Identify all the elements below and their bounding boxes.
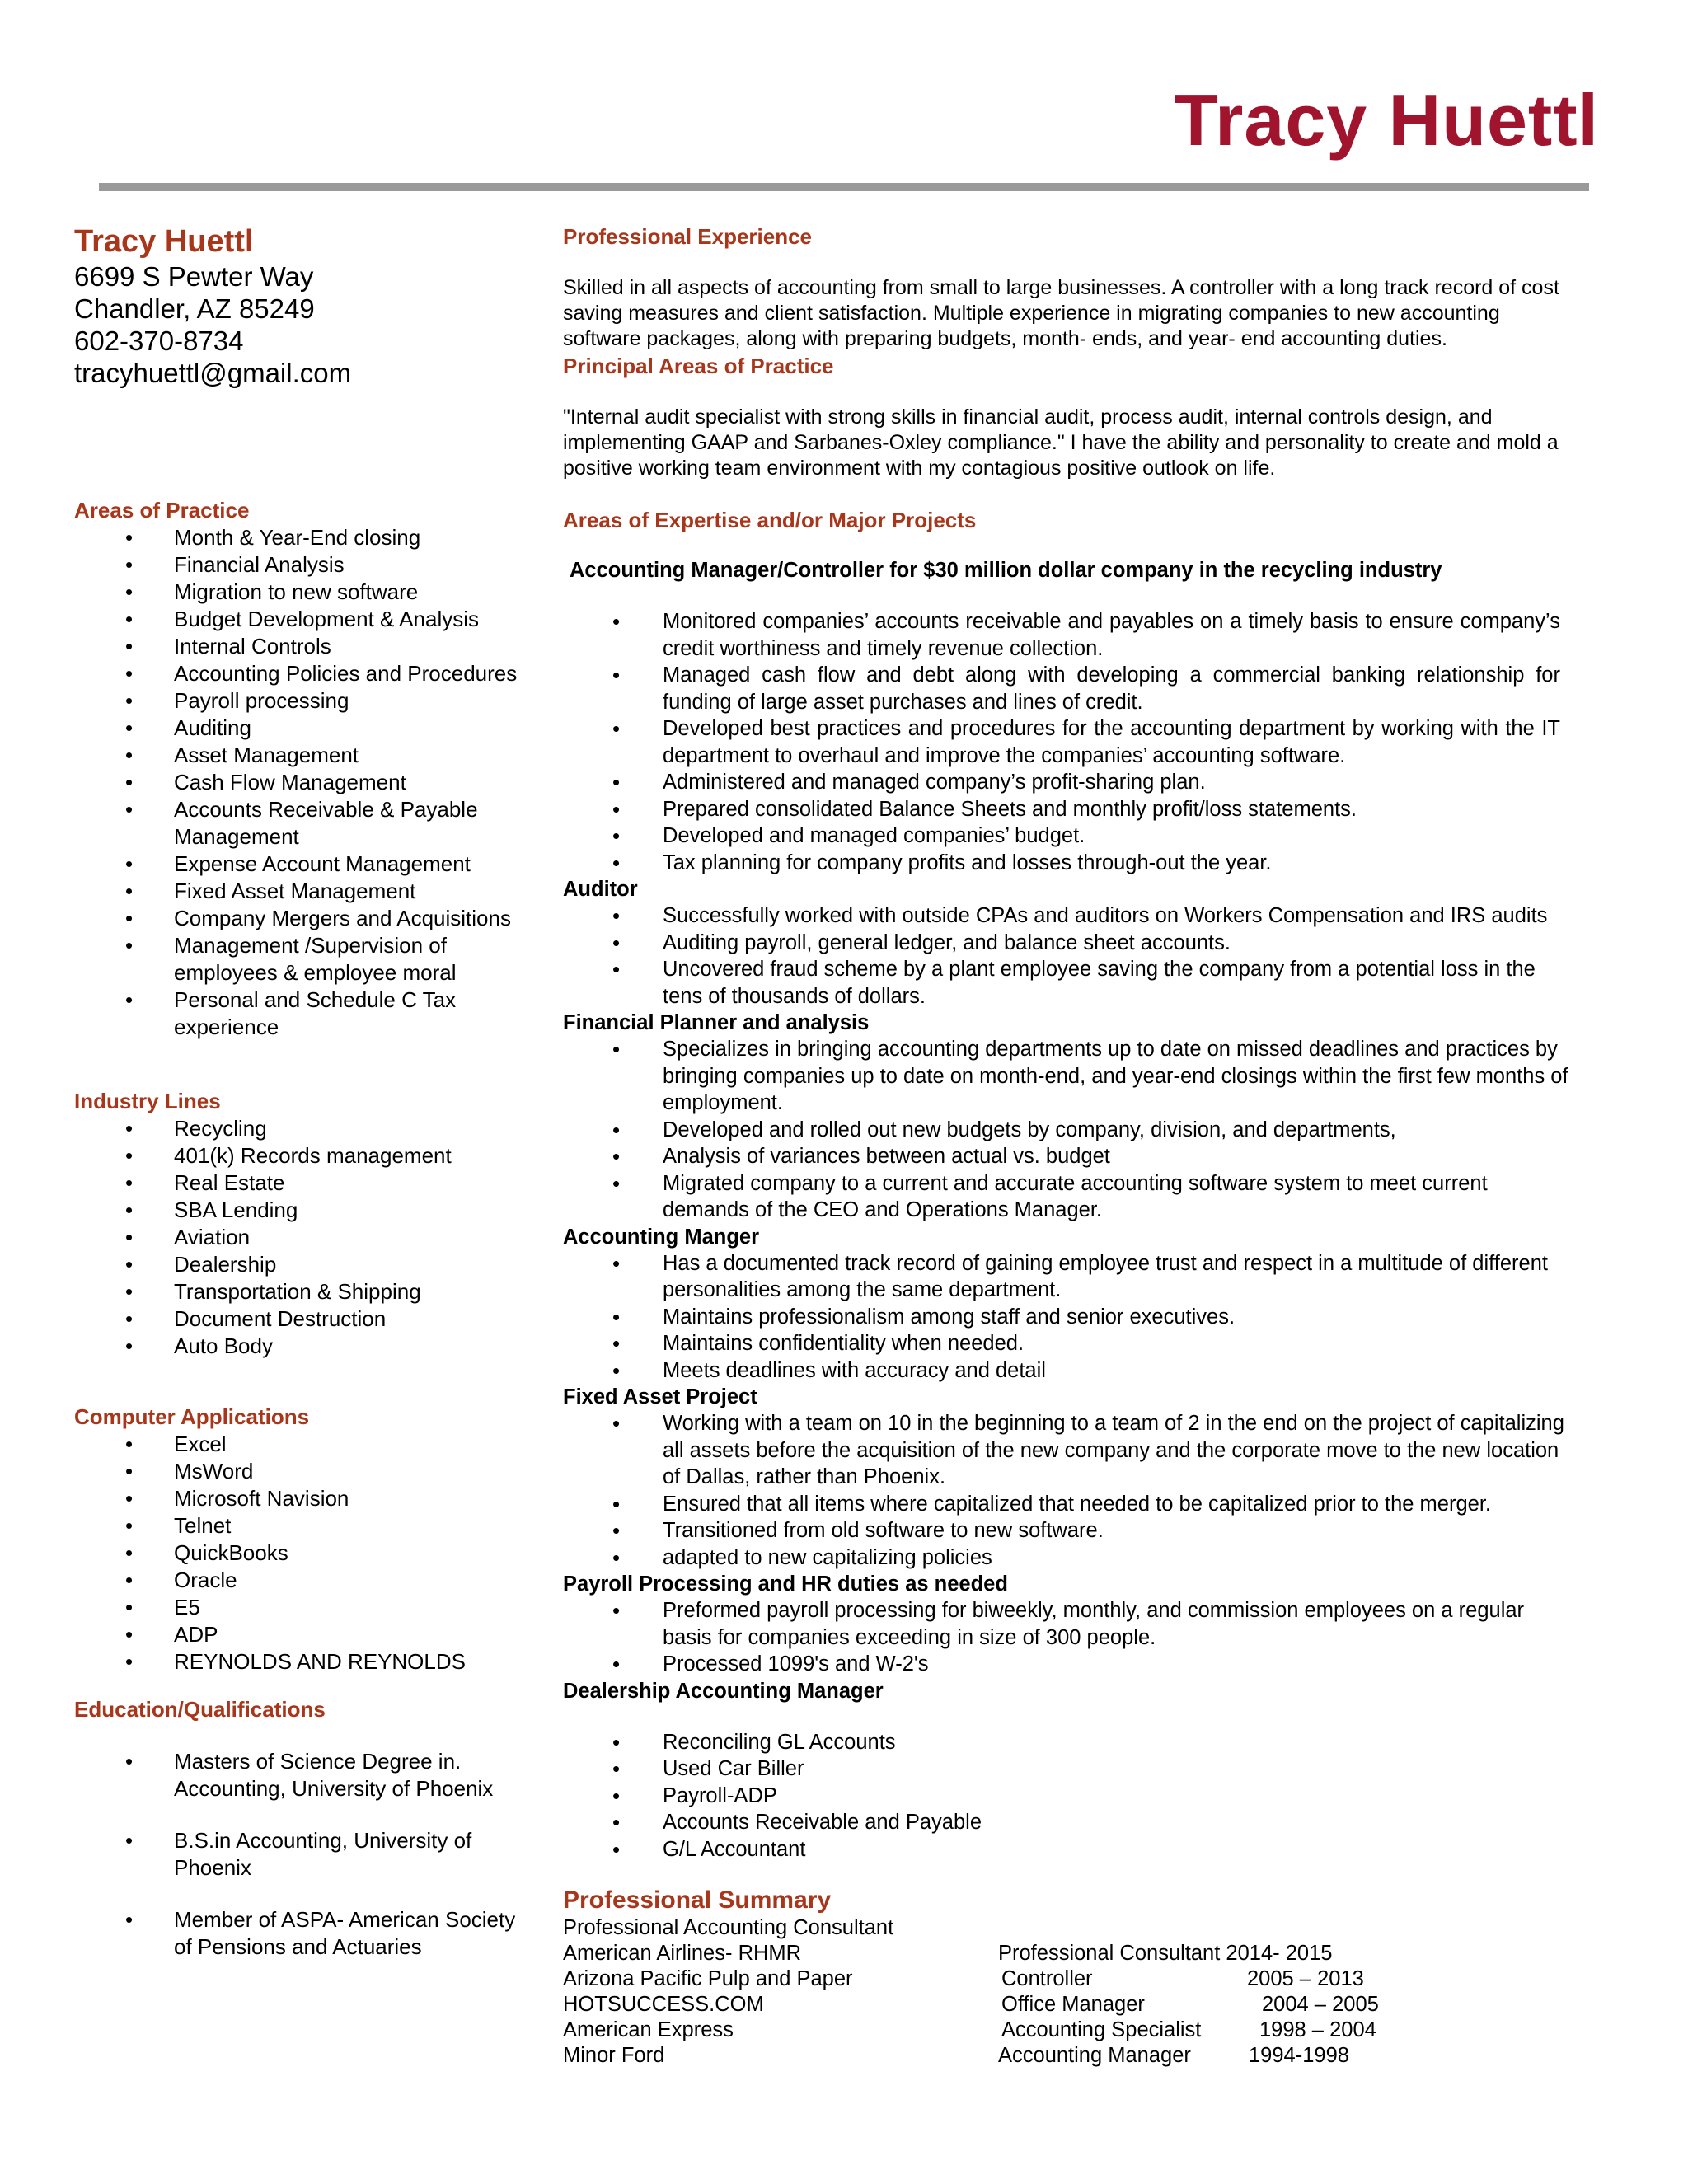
- bullet-icon: •: [612, 1357, 621, 1383]
- expertise-item-text: Maintains professionalism among staff and senior executives.: [663, 1305, 1236, 1329]
- industry-lines-item-text: Transportation & Shipping: [174, 1279, 421, 1304]
- bullet-icon: •: [612, 1491, 621, 1516]
- summary-years: 1994-1998: [1249, 2044, 1349, 2067]
- bullet-icon: •: [612, 609, 621, 634]
- bullet-icon: •: [612, 1117, 621, 1142]
- computer-applications-item: [74, 1485, 519, 1512]
- industry-lines-title: Industry Lines: [74, 1089, 221, 1113]
- expertise-item-text: G/L Accountant: [663, 1837, 806, 1861]
- summary-role: Accounting Manager: [998, 2044, 1191, 2067]
- areas-of-practice-item-text: Fixed Asset Management: [174, 879, 416, 903]
- areas-of-practice-item-text: Payroll processing: [174, 688, 349, 713]
- expertise-group-list: [563, 1250, 1577, 1385]
- expertise-item-text: Managed cash flow and debt along with developing a commercial banking relationship for funding of large asset purchases and lines of credit.: [663, 663, 1560, 714]
- bullet-icon: •: [612, 663, 621, 687]
- industry-lines-item-text: Aviation: [174, 1225, 251, 1249]
- expertise-group-heading: Financial Planner and analysis: [563, 1011, 870, 1034]
- contact-email: tracyhuettl@gmail.com: [74, 358, 352, 388]
- computer-applications-item-text: E5: [174, 1595, 200, 1619]
- expertise-item: [563, 1809, 1577, 1836]
- areas-of-practice-item: [74, 579, 519, 606]
- summary-company: American Airlines- RHMR: [563, 1942, 802, 1965]
- summary-years: 2004 – 2005: [1262, 1993, 1379, 2016]
- expertise-item-text: Ensured that all items where capitalized that needed to be capitalized prior to the merger.: [663, 1492, 1491, 1516]
- bullet-icon: •: [125, 743, 134, 767]
- summary-row: [563, 2043, 1577, 2069]
- bullet-icon: •: [125, 715, 134, 740]
- expertise-item: [563, 1117, 1577, 1144]
- bullet-icon: •: [612, 1518, 621, 1543]
- expertise-item-text: Auditing payroll, general ledger, and balance sheet accounts.: [663, 930, 1231, 954]
- computer-applications-item: [74, 1648, 519, 1675]
- computer-applications-item: [74, 1567, 519, 1594]
- areas-of-practice-item: [74, 932, 519, 987]
- expertise-item: [563, 930, 1577, 957]
- contact-block: [74, 223, 519, 389]
- bullet-icon: •: [125, 1116, 134, 1141]
- professional-experience-text: Skilled in all aspects of accounting from small to large businesses. A controller with a long track record of cost saving measures and client satisfaction. Multiple experience in migrating companies to new accounting software packages, along with preparing budgets, month- ends, and year- end accounting duties.: [563, 276, 1559, 350]
- computer-applications-item-text: Telnet: [174, 1513, 232, 1538]
- bullet-icon: •: [125, 1432, 134, 1456]
- bullet-icon: •: [612, 1331, 621, 1356]
- expertise-item: [563, 1491, 1577, 1518]
- expertise-item-text: Migrated company to a current and accurate accounting software system to meet current demands of the CEO and Operations Manager.: [663, 1171, 1488, 1221]
- expertise-item: [563, 1836, 1577, 1863]
- summary-company: HOTSUCCESS.COM: [563, 1993, 764, 2016]
- bullet-icon: •: [125, 1649, 134, 1674]
- industry-lines-item: [74, 1197, 519, 1224]
- areas-of-practice-item-text: Expense Account Management: [174, 851, 471, 876]
- bullet-icon: •: [125, 770, 134, 794]
- areas-of-practice-item: [74, 687, 519, 715]
- computer-applications-item: [74, 1621, 519, 1648]
- bullet-icon: •: [125, 525, 134, 550]
- expertise-group-list: [563, 1410, 1577, 1571]
- summary-role: Professional Consultant 2014- 2015: [998, 1942, 1333, 1965]
- bullet-icon: •: [612, 1783, 621, 1808]
- bullet-icon: •: [125, 607, 134, 631]
- bullet-icon: •: [612, 850, 621, 875]
- bullet-icon: •: [125, 1622, 134, 1647]
- industry-lines-item: [74, 1115, 519, 1142]
- summary-row: [563, 2018, 1577, 2043]
- computer-applications-item: [74, 1458, 519, 1485]
- areas-of-practice-item-text: Budget Development & Analysis: [174, 607, 479, 631]
- industry-lines-item: [74, 1251, 519, 1278]
- principal-areas-text: "Internal audit specialist with strong skills in financial audit, process audit, internal controls design, and implementing GAAP and Sarbanes-Oxley compliance." I have the ability and personality to create and mold a positive working team environment with my contagious positive outlook on life.: [563, 405, 1559, 480]
- bullet-icon: •: [125, 661, 134, 686]
- bullet-icon: •: [125, 1197, 134, 1222]
- areas-of-practice-item: [74, 851, 519, 878]
- bullet-icon: •: [612, 716, 621, 741]
- expertise-item-text: Successfully worked with outside CPAs and auditors on Workers Compensation and IRS audits: [663, 904, 1548, 927]
- computer-applications-item-text: Microsoft Navision: [174, 1486, 349, 1511]
- computer-applications-item-text: Oracle: [174, 1568, 237, 1592]
- expertise-item-text: Processed 1099's and W-2's: [663, 1652, 929, 1675]
- left-column: [74, 223, 519, 1961]
- bullet-icon: •: [612, 1411, 621, 1436]
- bullet-icon: •: [125, 1306, 134, 1331]
- computer-applications-item-text: REYNOLDS AND REYNOLDS: [174, 1649, 466, 1674]
- bullet-icon: •: [612, 1304, 621, 1329]
- spacer: [74, 1360, 519, 1403]
- expertise-item-text: Prepared consolidated Balance Sheets and monthly profit/loss statements.: [663, 797, 1357, 821]
- areas-of-practice-item-text: Cash Flow Management: [174, 770, 406, 794]
- bullet-icon: •: [125, 1907, 134, 1932]
- expertise-item: [563, 1544, 1577, 1572]
- expertise-item-text: Has a documented track record of gaining employee trust and respect in a multitude of different personalities among the same department.: [663, 1251, 1548, 1301]
- computer-applications-item: [74, 1512, 519, 1540]
- expertise-item: [563, 1597, 1577, 1651]
- expertise-item: [563, 1036, 1577, 1117]
- expertise-group-heading: Accounting Manger: [563, 1225, 760, 1249]
- expertise-item: [563, 1170, 1577, 1224]
- summary-years: 1998 – 2004: [1259, 2018, 1376, 2041]
- bullet-icon: •: [612, 930, 621, 955]
- expertise-item-text: Tax planning for company profits and losses through-out the year.: [663, 851, 1272, 874]
- industry-lines-item-text: Recycling: [174, 1116, 267, 1141]
- bullet-icon: •: [125, 906, 134, 930]
- expertise-item: [563, 1755, 1577, 1783]
- areas-of-practice-item: [74, 742, 519, 769]
- computer-applications-item: [74, 1540, 519, 1567]
- expertise-item-text: Meets deadlines with accuracy and detail: [663, 1358, 1046, 1382]
- areas-of-practice-list: [74, 524, 519, 1041]
- bullet-icon: •: [125, 1170, 134, 1195]
- areas-of-practice-item-text: Financial Analysis: [174, 552, 345, 577]
- spacer: [74, 389, 519, 496]
- areas-of-practice-item-text: Personal and Schedule C Tax experience: [174, 987, 457, 1039]
- education-item: [74, 1748, 519, 1802]
- professional-experience-title: Professional Experience: [563, 224, 813, 249]
- bullet-icon: •: [612, 1144, 621, 1169]
- industry-lines-list: [74, 1115, 519, 1360]
- expertise-group-heading: Accounting Manager/Controller for $30 million dollar company in the recycling industry: [570, 559, 1442, 582]
- bullet-icon: •: [125, 579, 134, 604]
- contact-address-line2: Chandler, AZ 85249: [74, 293, 315, 324]
- bullet-icon: •: [125, 1828, 134, 1853]
- expertise-group-list: [563, 1729, 1577, 1863]
- industry-lines-item-text: 401(k) Records management: [174, 1143, 452, 1168]
- expertise-item-text: Accounts Receivable and Payable: [663, 1811, 982, 1834]
- education-item: [74, 1827, 519, 1882]
- computer-applications-item-text: ADP: [174, 1622, 218, 1647]
- education-list: [74, 1748, 519, 1961]
- bullet-icon: •: [125, 1568, 134, 1592]
- bullet-icon: •: [125, 1459, 134, 1483]
- computer-applications-title: Computer Applications: [74, 1404, 310, 1429]
- summary-role: Accounting Specialist: [1001, 2018, 1202, 2041]
- expertise-group-list: [563, 608, 1577, 876]
- spacer: [74, 1675, 519, 1695]
- expertise-item-text: Specializes in bringing accounting departments up to date on missed deadlines and practices by bringing companies up to date on month-end, and year-end closings within the first few months of employment.: [663, 1038, 1568, 1114]
- computer-applications-item: [74, 1431, 519, 1458]
- industry-lines-item: [74, 1142, 519, 1169]
- expertise-item: [563, 715, 1577, 769]
- computer-applications-item-text: Excel: [174, 1432, 227, 1456]
- expertise-title: Areas of Expertise and/or Major Projects: [563, 508, 977, 532]
- areas-of-practice-item-text: Internal Controls: [174, 634, 331, 658]
- bullet-icon: •: [612, 770, 621, 794]
- expertise-item: [563, 608, 1577, 662]
- areas-of-practice-item-text: Month & Year-End closing: [174, 525, 421, 550]
- bullet-icon: •: [125, 1540, 134, 1565]
- industry-lines-item-text: Document Destruction: [174, 1306, 387, 1331]
- expertise-item: [563, 796, 1577, 823]
- computer-applications-item-text: MsWord: [174, 1459, 254, 1483]
- bullet-icon: •: [125, 851, 134, 876]
- bullet-icon: •: [125, 987, 134, 1012]
- expertise-group-heading: Dealership Accounting Manager: [563, 1679, 884, 1703]
- bullet-icon: •: [612, 1250, 621, 1276]
- expertise-item: [563, 1330, 1577, 1357]
- industry-lines-item: [74, 1224, 519, 1251]
- areas-of-practice-item: [74, 878, 519, 905]
- bullet-icon: •: [125, 1225, 134, 1249]
- expertise-item: [563, 769, 1577, 796]
- areas-of-practice-item: [74, 524, 519, 551]
- expertise-item: [563, 1357, 1577, 1385]
- contact-address-line1: 6699 S Pewter Way: [74, 261, 314, 292]
- expertise-group-heading: Auditor: [563, 878, 638, 901]
- summary-first-line: Professional Accounting Consultant: [563, 1916, 894, 1939]
- expertise-item-text: Transitioned from old software to new software.: [663, 1519, 1104, 1542]
- expertise-item-text: Analysis of variances between actual vs. budget: [663, 1145, 1110, 1168]
- bullet-icon: •: [612, 1756, 621, 1781]
- expertise-group-list: [563, 902, 1577, 1010]
- right-column: [563, 223, 1577, 2069]
- bullet-icon: •: [612, 957, 621, 982]
- expertise-item: [563, 1250, 1577, 1304]
- expertise-item: [563, 1729, 1577, 1756]
- bullet-icon: •: [612, 1037, 621, 1062]
- expertise-item: [563, 1304, 1577, 1331]
- industry-lines-item-text: SBA Lending: [174, 1197, 298, 1222]
- expertise-item: [563, 1783, 1577, 1810]
- bullet-icon: •: [612, 1170, 621, 1196]
- industry-lines-item: [74, 1278, 519, 1305]
- areas-of-practice-item-text: Management /Supervision of employees & employee moral: [174, 933, 457, 985]
- areas-of-practice-item: [74, 987, 519, 1041]
- expertise-item-text: Developed and rolled out new budgets by company, division, and departments,: [663, 1118, 1396, 1141]
- summary-row: [563, 1966, 1577, 1992]
- bullet-icon: •: [125, 1595, 134, 1619]
- areas-of-practice-item: [74, 633, 519, 660]
- industry-lines-item: [74, 1333, 519, 1360]
- expertise-item-text: Used Car Biller: [663, 1757, 804, 1780]
- areas-of-practice-item: [74, 715, 519, 742]
- expertise-group-heading: Payroll Processing and HR duties as needed: [563, 1572, 1008, 1596]
- professional-summary-title: Professional Summary: [563, 1886, 832, 1914]
- areas-of-practice-item: [74, 769, 519, 796]
- expertise-item-text: Monitored companies’ accounts receivable and payables on a timely basis to ensure company’s credit worthiness and timely revenue collection.: [663, 610, 1560, 660]
- areas-of-practice-item: [74, 606, 519, 633]
- education-title: Education/Qualifications: [74, 1697, 326, 1722]
- expertise-item: [563, 850, 1577, 877]
- expertise-item: [563, 1143, 1577, 1170]
- industry-lines-item: [74, 1305, 519, 1333]
- summary-row: [563, 1941, 1577, 1966]
- header-divider: [99, 183, 1589, 191]
- areas-of-practice-item-text: Accounting Policies and Procedures: [174, 661, 518, 686]
- industry-lines-item-text: Real Estate: [174, 1170, 285, 1195]
- spacer: [74, 1041, 519, 1087]
- areas-of-practice-item-text: Migration to new software: [174, 579, 419, 604]
- principal-areas-title: Principal Areas of Practice: [563, 354, 834, 378]
- expertise-item: [563, 1410, 1577, 1491]
- areas-of-practice-item: [74, 796, 519, 851]
- education-item-text: Masters of Science Degree in. Accounting, University of Phoenix: [174, 1749, 494, 1801]
- summary-company: Arizona Pacific Pulp and Paper: [563, 1967, 853, 1990]
- areas-of-practice-item: [74, 660, 519, 687]
- expertise-group-list: [563, 1036, 1577, 1224]
- contact-phone: 602-370-8734: [74, 326, 244, 356]
- expertise-item-text: adapted to new capitalizing policies: [663, 1545, 992, 1569]
- bullet-icon: •: [125, 1143, 134, 1168]
- expertise-item-text: Reconciling GL Accounts: [663, 1730, 896, 1754]
- summary-table: [563, 1941, 1577, 2069]
- areas-of-practice-item-text: Company Mergers and Acquisitions: [174, 906, 511, 930]
- computer-applications-item-text: QuickBooks: [174, 1540, 288, 1565]
- expertise-item: [563, 902, 1577, 930]
- computer-applications-list: [74, 1431, 519, 1675]
- expertise-item: [563, 1517, 1577, 1544]
- bullet-icon: •: [612, 1836, 621, 1862]
- bullet-icon: •: [125, 879, 134, 903]
- industry-lines-item-text: Auto Body: [174, 1333, 273, 1358]
- bullet-icon: •: [125, 552, 134, 577]
- expertise-group-heading: Fixed Asset Project: [563, 1385, 757, 1408]
- resume-header-name: Tracy Huettl: [1174, 79, 1599, 161]
- expertise-item-text: Preformed payroll processing for biweekly, monthly, and commission employees on a regular basis for companies exceeding in size of 300 people.: [663, 1599, 1525, 1649]
- education-item-text: B.S.in Accounting, University of Phoenix: [174, 1828, 472, 1880]
- areas-of-practice-item: [74, 551, 519, 579]
- bullet-icon: •: [612, 1729, 621, 1755]
- areas-of-practice-item-text: Accounts Receivable & Payable Management: [174, 797, 478, 849]
- bullet-icon: •: [125, 1486, 134, 1511]
- summary-company: American Express: [563, 2018, 734, 2041]
- bullet-icon: •: [125, 1513, 134, 1538]
- areas-of-practice-item-text: Asset Management: [174, 743, 359, 767]
- expertise-item-text: Administered and managed company’s profit-sharing plan.: [663, 771, 1206, 794]
- bullet-icon: •: [125, 933, 134, 958]
- bullet-icon: •: [612, 796, 621, 822]
- summary-row: [563, 1992, 1577, 2018]
- education-item-text: Member of ASPA- American Society of Pensions and Actuaries: [174, 1907, 516, 1959]
- areas-of-practice-title: Areas of Practice: [74, 498, 250, 523]
- expertise-item: [563, 823, 1577, 850]
- expertise-groups: [563, 557, 1577, 1863]
- bullet-icon: •: [125, 688, 134, 713]
- expertise-item-text: Maintains confidentiality when needed.: [663, 1332, 1025, 1355]
- bullet-icon: •: [125, 634, 134, 658]
- computer-applications-item: [74, 1594, 519, 1621]
- expertise-item: [563, 1651, 1577, 1678]
- expertise-item: [563, 956, 1577, 1010]
- industry-lines-item: [74, 1169, 519, 1197]
- summary-company: Minor Ford: [563, 2044, 665, 2067]
- industry-lines-item-text: Dealership: [174, 1252, 277, 1277]
- expertise-item-text: Payroll-ADP: [663, 1783, 777, 1807]
- expertise-item-text: Uncovered fraud scheme by a plant employee saving the company from a potential loss in the tens of thousands of dollars.: [663, 958, 1536, 1008]
- areas-of-practice-item: [74, 905, 519, 932]
- bullet-icon: •: [125, 797, 134, 822]
- expertise-item-text: Working with a team on 10 in the beginning to a team of 2 in the end on the project of capitalizing all assets before the acquisition of the new company and the corporate move to the new location of Dallas, rather than Phoenix.: [663, 1412, 1564, 1488]
- bullet-icon: •: [125, 1333, 134, 1358]
- summary-years: 2005 – 2013: [1247, 1967, 1364, 1990]
- expertise-item-text: Developed and managed companies’ budget.: [663, 824, 1085, 847]
- contact-name: Tracy Huettl: [74, 224, 254, 259]
- bullet-icon: •: [612, 1598, 621, 1623]
- bullet-icon: •: [612, 1810, 621, 1835]
- areas-of-practice-item-text: Auditing: [174, 715, 251, 740]
- summary-role: Office Manager: [1001, 1993, 1145, 2016]
- bullet-icon: •: [612, 823, 621, 848]
- bullet-icon: •: [125, 1279, 134, 1304]
- education-item: [74, 1906, 519, 1961]
- bullet-icon: •: [612, 903, 621, 928]
- expertise-item: [563, 662, 1577, 715]
- summary-role: Controller: [1001, 1967, 1093, 1990]
- bullet-icon: •: [612, 1652, 621, 1676]
- expertise-group-list: [563, 1597, 1577, 1678]
- bullet-icon: •: [125, 1749, 134, 1774]
- bullet-icon: •: [125, 1252, 134, 1277]
- bullet-icon: •: [612, 1544, 621, 1570]
- expertise-item-text: Developed best practices and procedures for the accounting department by working with the IT department to overhaul and improve the companies’ accounting software.: [663, 717, 1560, 767]
